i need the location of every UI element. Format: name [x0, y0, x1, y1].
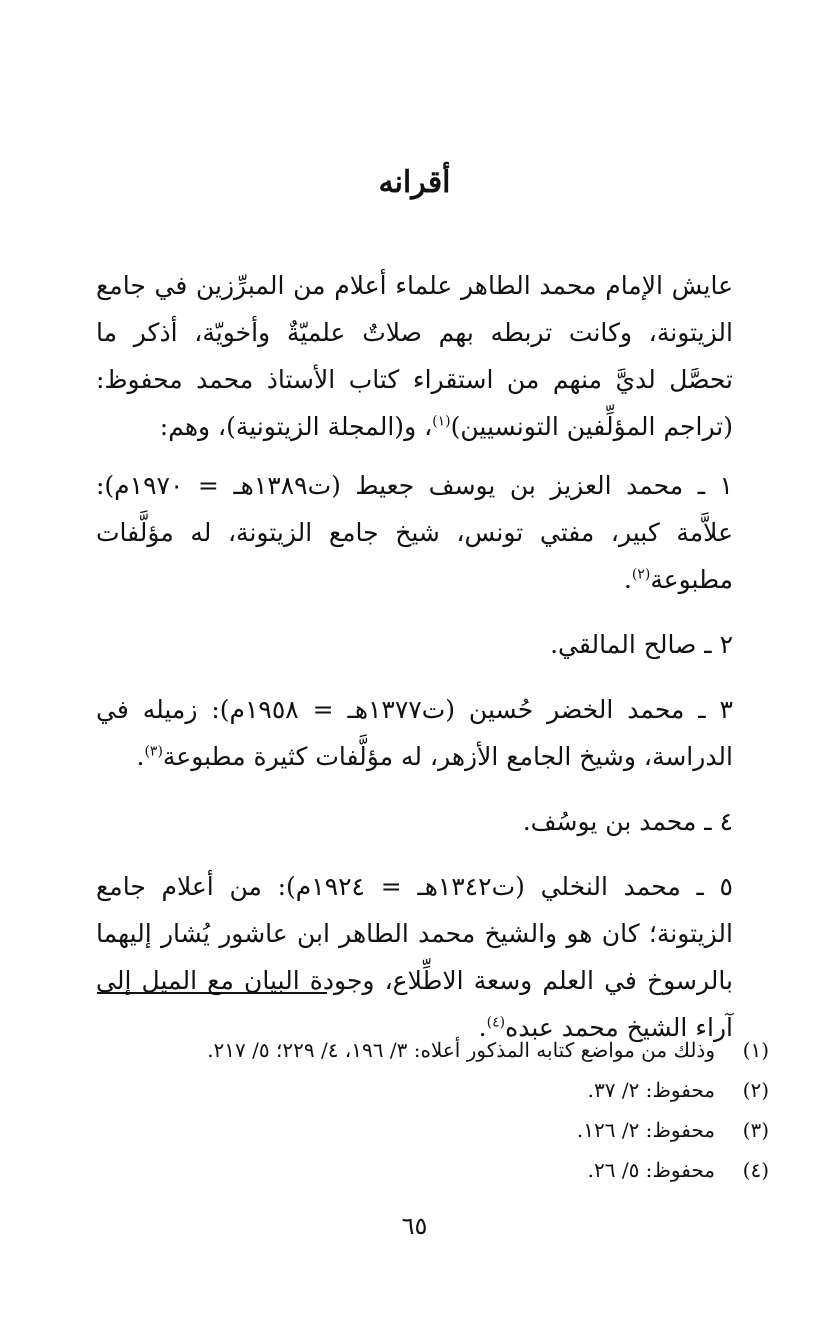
footnote-mark: (٤) — [486, 1014, 506, 1031]
footnote-text: محفوظ: ٥/ ٢٦. — [587, 1158, 715, 1182]
list-item-text: ١ ـ محمد العزيز بن يوسف جعيط (ت١٣٨٩هـ = ١٩٧٠م): علاَّمة كبير، مفتي تونس، شيخ جامع الزيتونة، له مؤلَّفات مطبوعة — [96, 471, 733, 594]
list-item — [96, 621, 733, 668]
list-item-text-after: . — [478, 1013, 487, 1042]
list-item — [96, 798, 733, 845]
list-item-text: ٤ ـ محمد بن يوسُف. — [522, 807, 733, 836]
footnote-mark: (٢) — [631, 566, 651, 583]
footnote-divider — [97, 992, 327, 994]
list-item — [96, 462, 733, 603]
footnote-mark: (١) — [432, 413, 451, 430]
footnote-text: محفوظ: ٢/ ١٢٦. — [576, 1118, 715, 1142]
list-item-text-after: . — [136, 742, 145, 771]
footnote-text: وذلك من مواضع كتابه المذكور أعلاه: ٣/ ١٩٦، ٤/ ٢٢٩؛ ٥/ ٢١٧. — [207, 1038, 715, 1062]
footnote-number: (٢) — [742, 1078, 769, 1102]
intro-text-after: ، و(المجلة الزيتونية)، وهم: — [159, 412, 433, 441]
footnote-number: (١) — [742, 1038, 769, 1062]
footnotes — [96, 1030, 769, 1190]
list-item-text: ٥ ـ محمد النخلي (ت١٣٤٢هـ = ١٩٢٤م): من أعلام جامع الزيتونة؛ كان هو والشيخ محمد الطاهر ابن عاشور يُشار إليهما بالرسوخ في العلم وسعة الاطِّلاع، وجودة البيان مع الميل إلى آراء الشيخ محمد عبده — [96, 872, 733, 1042]
intro-text: عايش الإمام محمد الطاهر علماء أعلام من المبرِّزين في جامع الزيتونة، وكانت تربطه بهم صلاتٌ علميّةٌ وأخويّة، أذكر ما تحصَّل لديَّ منهم من استقراء كتاب الأستاذ محمد محفوظ: (تراجم المؤلِّفين التونسيين) — [96, 271, 733, 441]
list-item — [96, 686, 733, 780]
list-item — [96, 863, 733, 1051]
main-text — [96, 262, 733, 1069]
footnote — [96, 1030, 769, 1070]
footnote — [96, 1150, 769, 1190]
list-item-text: ٢ ـ صالح المالقي. — [550, 630, 733, 659]
page-number: ٦٥ — [401, 1212, 428, 1240]
list-item-text: ٣ ـ محمد الخضر حُسين (ت١٣٧٧هـ = ١٩٥٨م): زميله في الدراسة، وشيخ الجامع الأزهر، له مؤلَّفات كثيرة مطبوعة — [96, 695, 733, 771]
footnote — [96, 1110, 769, 1150]
footnote — [96, 1070, 769, 1110]
footnote-number: (٤) — [742, 1158, 769, 1182]
chapter-title: أقرانه — [378, 165, 451, 200]
list-item-text-after: . — [623, 565, 632, 594]
intro-paragraph — [96, 262, 733, 450]
footnote-number: (٣) — [742, 1118, 769, 1142]
footnote-mark: (٣) — [144, 743, 163, 760]
footnote-text: محفوظ: ٢/ ٣٧. — [587, 1078, 715, 1102]
